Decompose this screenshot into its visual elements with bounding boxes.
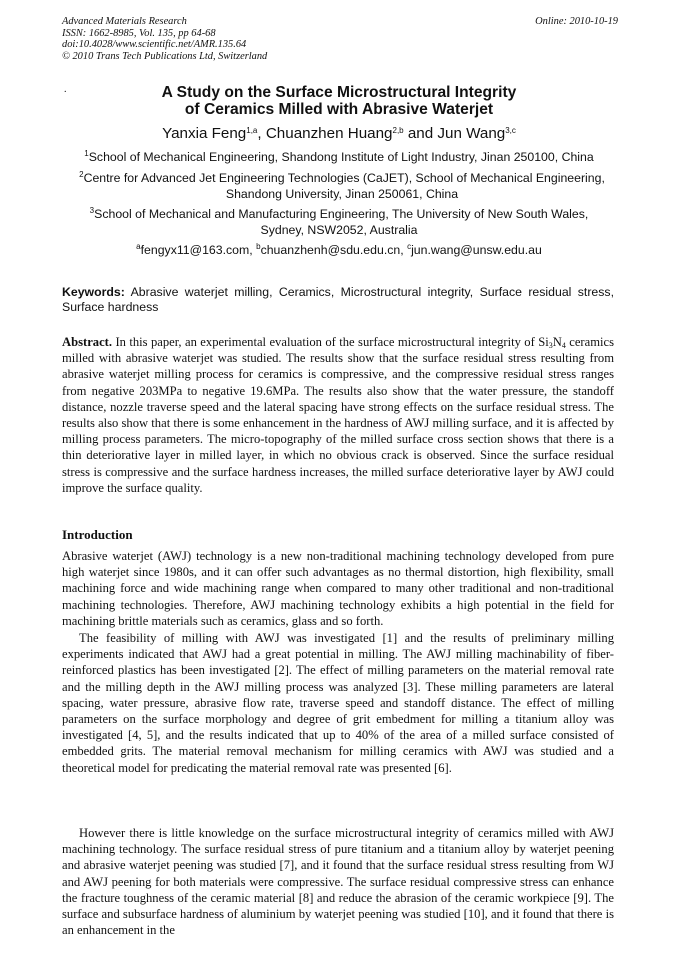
online-date: Online: 2010-10-19 — [535, 16, 618, 27]
author-name: Yanxia Feng — [162, 125, 247, 142]
title-line-1: A Study on the Surface Microstructural Integrity — [161, 84, 517, 101]
paper-title — [62, 84, 616, 118]
intro-paragraph-3: However there is little knowledge on the surface microstructural integrity of ceramics milled with AWJ machining technology. The surface residual stress of pure titanium and a titanium alloy by waterjet peening and abrasive waterjet peening was studied [7], and it found that the surface residual stress resulting from WJ and AWJ peening for both materials were compressive. The surface residual compressive stress can enhance the fracture toughness of the ceramic material [8] and reduce the abrasion of the ceramic workpiece [9]. The surface and subsurface hardness of aluminium by waterjet peening was studied [10], and it found that there is an enhancement in the — [62, 826, 614, 938]
subscript: 3 — [548, 341, 553, 350]
affiliation-1 — [62, 150, 616, 166]
keywords — [62, 285, 614, 315]
author-separator: , — [257, 125, 266, 142]
stray-dot: . — [64, 84, 67, 95]
title-line-2: of Ceramics Milled with Abrasive Waterjet — [184, 101, 494, 118]
author-name: Chuanzhen Huang — [265, 125, 393, 142]
email-list: $^a$fengyx11@163.com, $^b$chuanzhenh@sdu.edu.cn, $^c$jun.wang@unsw.edu.au — [136, 242, 542, 257]
author-list — [62, 125, 616, 143]
author-name: Jun Wang — [437, 125, 506, 142]
affiliation-text: School of Mechanical Engineering, Shandong Institute of Light Industry, Jinan 250100, China — [88, 150, 594, 164]
affiliation-text: School of Mechanical and Manufacturing Engineering, The University of New South Wales, Sydney, NSW2052, Australia — [94, 207, 589, 237]
email-superscript: a — [136, 242, 141, 251]
email-address[interactable]: fengyx11@163.com — [140, 243, 250, 257]
email-superscript: b — [256, 242, 261, 251]
author-superscript: 3,c — [505, 126, 516, 135]
abstract-text: ceramics milled with abrasive waterjet was studied. The results show that the surface residual stress resulting from abrasive waterjet milling process for ceramics is compressive, and the compressive residual stress ranges from negative 203MPa to negative 19.6MPa. The results also show that the water pressure, the standoff distance, nozzle traverse speed and the lateral spacing have strong effects on the surface residual stress. The results also show that there is some enhancement in the hardness of AWJ milling surface, and it is affected by milling process parameters. The micro-topography of the milled surface cross section shows that there is a thin deteriorative layer in milled layer, in which no obvious crack is observed. Since the surface residual stress is compressive and the surface hardness increases, the milled surface deteriorative layer by AWJ could improve the surface quality. — [62, 335, 614, 495]
abstract-label: Abstract. — [62, 335, 113, 349]
affiliation-3 — [72, 207, 606, 238]
author-superscript: 2,b — [392, 126, 404, 135]
copyright: © 2010 Trans Tech Publications Ltd, Switzerland — [62, 50, 268, 62]
abstract-text: N — [552, 335, 562, 349]
author-superscript: 1,a — [246, 126, 258, 135]
subscript: 4 — [561, 341, 566, 350]
email-superscript: c — [407, 242, 412, 251]
email-address[interactable]: jun.wang@unsw.edu.au — [411, 243, 542, 257]
section-heading-introduction: Introduction — [62, 527, 133, 542]
keywords-text: Abrasive waterjet milling, Ceramics, Microstructural integrity, Surface residual stress, Surface hardness — [62, 285, 614, 314]
journal-name: Advanced Materials Research — [62, 16, 187, 27]
journal-header — [62, 16, 618, 62]
keywords-label: Keywords: — [62, 285, 125, 299]
affiliation-number: 1 — [84, 149, 89, 158]
doi: doi:10.4028/www.scientific.net/AMR.135.64 — [62, 39, 247, 50]
affiliation-number: 3 — [89, 206, 95, 215]
intro-paragraph-1: Abrasive waterjet (AWJ) technology is a new non-traditional machining technology developed from pure high waterjet since 1980s, and it can offer such advantages as no thermal distortion, high flexibility, small machining force and wide machining range when compared to many other traditional and non-traditional machining technologies. Therefore, AWJ machining technology exhibits a high potential in the field for machining brittle materials such as ceramics, glass and so forth. — [62, 549, 614, 628]
affiliation-number: 2 — [79, 170, 84, 179]
affiliation-text: Centre for Advanced Jet Engineering Technologies (CaJET), School of Mechanical Engineering, Shandong University, Jinan 250061, China — [83, 171, 605, 201]
intro-paragraph-2: The feasibility of milling with AWJ was investigated [1] and the results of preliminary milling experiments indicated that AWJ had a great potential in milling. The AWJ milling machinability of fiber-reinforced plastics has been investigated [2]. The effect of milling parameters on the material removal rate and the milling depth in the AWJ milling process was analyzed [3]. These milling parameters are lateral spacing, water pressure, abrasive flow rate, traverse speed and standoff distance. The effect of milling parameters on the surface morphology and degree of grit embedment for milling a titanium alloy was investigated [4, 5], and the results indicated that up to 40% of the area of a milled surface consisted of embedded grits. The material removal mechanism for milling ceramics with AWJ was studied and a theoretical model for predicating the material removal rate was presented [6]. — [62, 631, 614, 775]
issn: ISSN: 1662-8985, Vol. 135, pp 64-68 — [62, 27, 216, 39]
email-address[interactable]: chuanzhenh@sdu.edu.cn — [260, 243, 401, 257]
affiliation-2 — [66, 171, 618, 202]
abstract — [62, 334, 614, 496]
abstract-text: In this paper, an experimental evaluation of the surface microstructural integrity of Si — [115, 335, 549, 349]
author-separator: and — [403, 125, 438, 142]
